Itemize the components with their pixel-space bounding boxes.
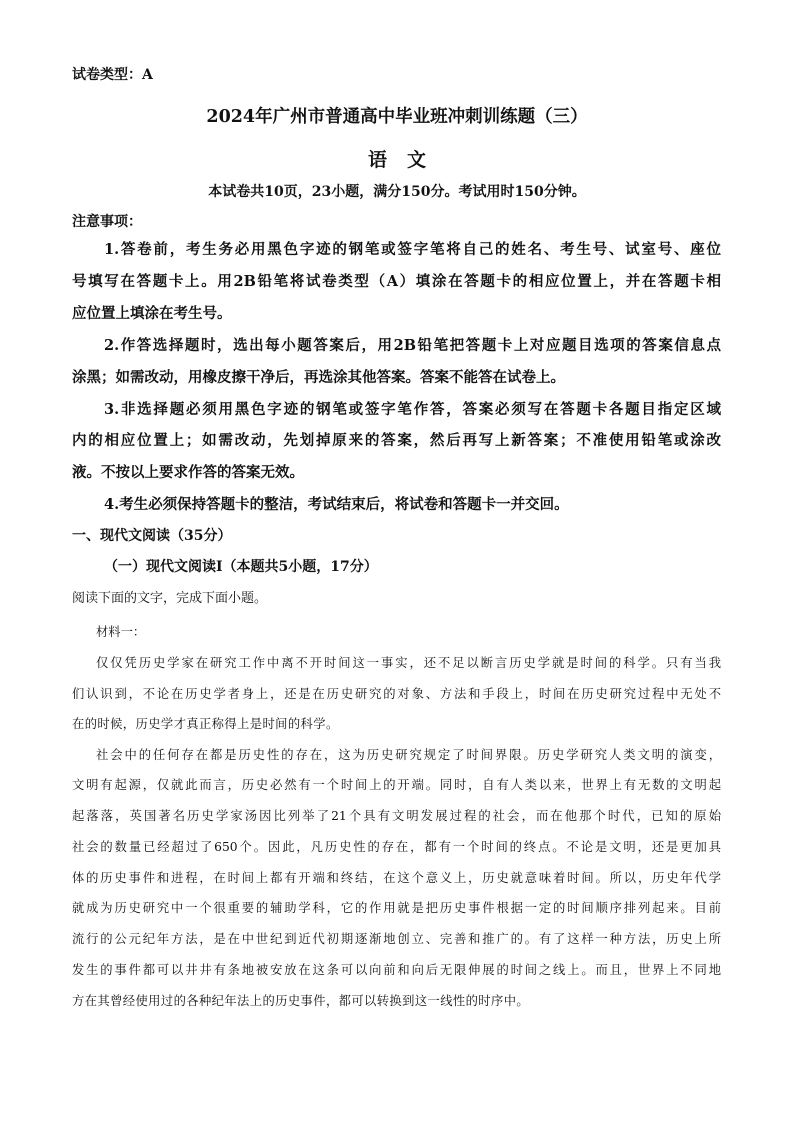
notice-item-2-line-1: 2.作答选择题时，选出每小题答案后，用2B铅笔把答题卡上对应题目选项的答案信息点 xyxy=(104,337,721,354)
reading-instruction: 阅读下面的文字，完成下面小题。 xyxy=(72,591,268,606)
paragraph-2-line-1: 社会中的任何存在都是历史性的存在，这为历史研究规定了时间界限。历史学研究人类文明的演变， xyxy=(96,748,721,762)
notice-item-1-line-2: 号填写在答题卡上。用2B铅笔将试卷类型（A）填涂在答题卡的相应位置上，并在答题卡相 xyxy=(72,273,721,290)
paper-type-label: 试卷类型：A xyxy=(72,67,153,83)
notice-item-2-line-2: 涂黑；如需改动，用橡皮擦干净后，再选涂其他答案。答案不能答在试卷上。 xyxy=(72,369,565,386)
paragraph-2-line-9: 方在其曾经使用过的各种纪年法上的历史事件，都可以转换到这一线性的时序中。 xyxy=(72,994,530,1008)
notice-item-3-line-3: 液。不按以上要求作答的答案无效。 xyxy=(72,464,304,481)
paragraph-2-line-8: 发生的事件都可以井井有条地被安放在这条可以向前和向后无限伸展的时间之线上。而且，世界上不同地 xyxy=(72,963,721,977)
exam-title: 2024年广州市普通高中毕业班冲刺训练题（三） xyxy=(206,107,588,127)
notice-item-4-line-1: 4.考生必须保持答题卡的整洁，考试结束后，将试卷和答题卡一并交回。 xyxy=(104,496,569,513)
section-heading: 一、现代文阅读（35分） xyxy=(72,528,232,544)
section-subheading: （一）现代文阅读Ⅰ（本题共5小题，17分） xyxy=(104,559,378,575)
paragraph-2-line-7: 流行的公元纪年方法，是在中世纪到近代初期逐渐地创立、完善和推广的。有了这样一种方法，历史上所 xyxy=(72,932,721,946)
subject-title: 语文 xyxy=(367,149,446,171)
material-label: 材料一： xyxy=(96,625,146,639)
paragraph-2-line-5: 体的历史事件和进程，在时间上都有开端和终结，在这个意义上，历史就意味着时间。所以，历史年代学 xyxy=(72,871,721,885)
paragraph-2-line-3: 起落落，英国著名历史学家汤因比列举了21个具有文明发展过程的社会，而在他那个时代，已知的原始 xyxy=(72,809,721,823)
paragraph-1-line-3: 在的时候，历史学才真正称得上是时间的科学。 xyxy=(72,717,339,731)
paragraph-2-line-6: 就成为历史研究中一个很重要的辅助学科，它的作用就是把历史事件根据一定的时间顺序排列起来。目前 xyxy=(72,901,721,915)
notice-item-3-line-1: 3.非选择题必须用黑色字迹的钢笔或签字笔作答，答案必须写在答题卡各题目指定区域 xyxy=(104,401,721,418)
notice-heading: 注意事项： xyxy=(72,214,142,230)
notice-item-1-line-3: 应位置上填涂在考生号。 xyxy=(72,305,232,322)
paragraph-1-line-2: 们认识到，不论在历史学者身上，还是在历史研究的对象、方法和手段上，时间在历史研究过程中无处不 xyxy=(72,687,721,701)
paragraph-1-line-1: 仅仅凭历史学家在研究工作中离不开时间这一事实，还不足以断言历史学就是时间的科学。只有当我 xyxy=(96,656,721,670)
paragraph-2-line-4: 社会的数量已经超过了650个。因此，凡历史性的存在，都有一个时间的终点。不论是文明，还是更加具 xyxy=(72,840,721,854)
exam-info: 本试卷共10页，23小题，满分150分。考试用时150分钟。 xyxy=(208,184,586,200)
notice-item-3-line-2: 内的相应位置上；如需改动，先划掉原来的答案，然后再写上新答案；不准使用铅笔或涂改 xyxy=(72,432,721,449)
notice-item-1-line-1: 1.答卷前，考生务必用黑色字迹的钢笔或签字笔将自己的姓名、考生号、试室号、座位 xyxy=(104,241,721,258)
paragraph-2-line-2: 文明有起源，仅就此而言，历史必然有一个时间上的开端。同时，自有人类以来，世界上有无数的文明起 xyxy=(72,778,721,792)
